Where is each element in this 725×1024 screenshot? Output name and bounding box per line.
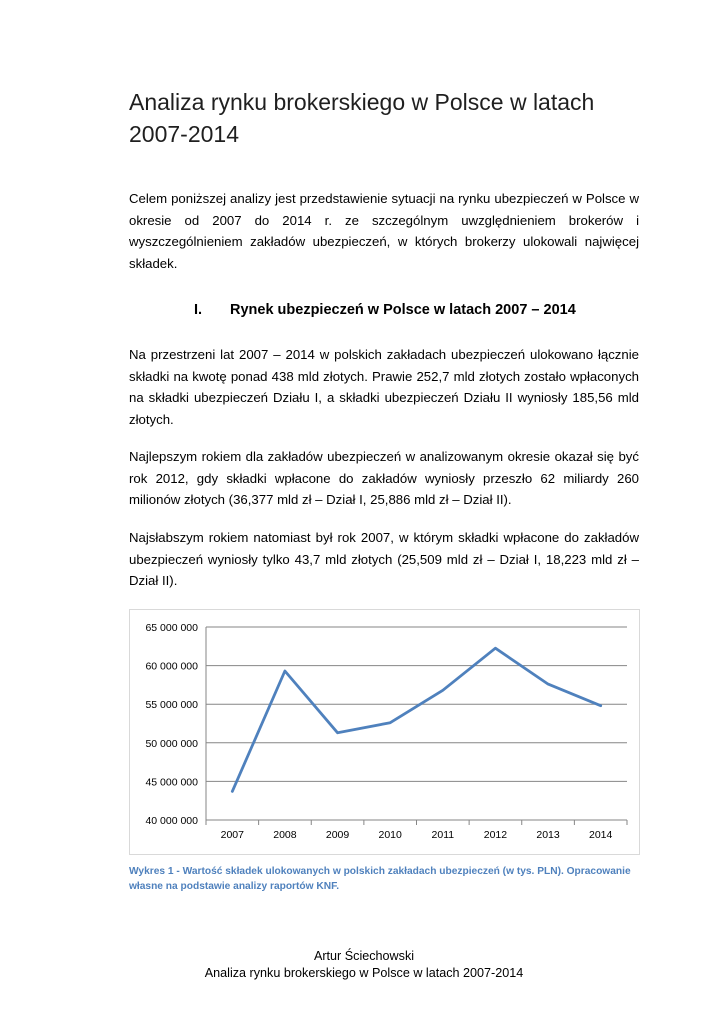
x-tick-label: 2008 <box>273 829 297 841</box>
chart-caption: Wykres 1 - Wartość składek ulokowanych w polskich zakładach ubezpieczeń (w tys. PLN). Opracowanie własne na podstawie analizy raportów KNF. <box>129 866 631 892</box>
section-heading <box>194 302 644 318</box>
body-paragraph-total: Na przestrzeni lat 2007 – 2014 w polskich zakładach ubezpieczeń ulokowano łącznie składki na kwotę ponad 438 mld złotych. Prawie 252,7 mld złotych zostało wpłaconych na składki ubezpieczeń Działu I, a składki ubezpieczeń Działu II wyniosły 185,56 mld złotych. <box>129 347 639 427</box>
x-tick-label: 2009 <box>325 829 350 841</box>
y-tick-label: 60 000 000 <box>145 660 198 673</box>
series-line <box>232 648 600 791</box>
y-tick-label: 40 000 000 <box>145 815 198 827</box>
section-title: Rynek ubezpieczeń w Polsce w latach 2007 – 2014 <box>230 302 576 318</box>
y-tick-label: 55 000 000 <box>145 699 198 712</box>
page-footer <box>129 948 599 982</box>
section-number: I. <box>194 302 203 318</box>
x-tick-label: 2010 <box>378 829 402 841</box>
body-paragraph-best-year: Najlepszym rokiem dla zakładów ubezpieczeń w analizowanym okresie okazał się być rok 2012, gdy składki wpłacone do zakładów wyniosły przeszło 62 miliardy 260 milionów złotych (36,377 mld zł – Dział I, 25,886 mld zł – Dział II). <box>129 449 639 507</box>
x-tick-label: 2013 <box>536 829 560 841</box>
footer-title: Analiza rynku brokerskiego w Polsce w latach 2007-2014 <box>204 966 524 980</box>
y-tick-label: 50 000 000 <box>145 737 198 750</box>
x-tick-label: 2014 <box>589 829 613 841</box>
page-title: Analiza rynku brokerskiego w Polsce w latach 2007-2014 <box>129 89 595 147</box>
y-tick-label: 45 000 000 <box>145 776 198 789</box>
body-paragraph-worst-year: Najsłabszym rokiem natomiast był rok 2007, w którym składki wpłacone do zakładów ubezpieczeń wyniosły tylko 43,7 mld złotych (25,509 mld zł – Dział I, 18,223 mld zł – Dział II). <box>129 530 639 588</box>
footer-author: Artur Ściechowski <box>313 949 415 963</box>
x-tick-label: 2011 <box>431 829 455 841</box>
premium-chart <box>129 609 640 855</box>
y-tick-label: 65 000 000 <box>145 622 198 634</box>
x-tick-label: 2007 <box>220 829 244 841</box>
premium-line-chart <box>130 610 639 854</box>
x-tick-label: 2012 <box>483 829 508 841</box>
intro-paragraph: Celem poniższej analizy jest przedstawienie sytuacji na rynku ubezpieczeń w Polsce w okresie od 2007 do 2014 r. ze szczególnym uwzględnieniem brokerów i wyszczególnieniem zakładów ubezpieczeń, w których brokerzy ulokowali najwięcej składek. <box>129 191 639 271</box>
